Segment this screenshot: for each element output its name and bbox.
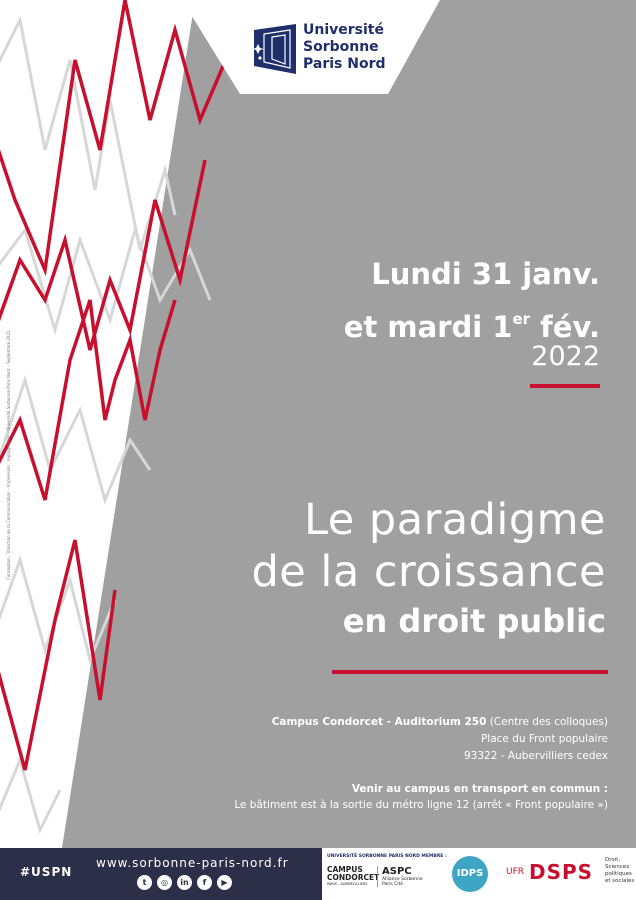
aspc-line-2: Paris Cité [382, 882, 404, 887]
aspc-line-1: Alliance Sorbonne [382, 877, 423, 882]
university-name-line3: Paris Nord [303, 56, 386, 72]
dsps-desc-4: et sociales [605, 878, 635, 884]
linkedin-icon[interactable]: in [177, 875, 192, 890]
members-label: UNIVERSITÉ SORBONNE PARIS NORD MEMBRE : [327, 854, 447, 859]
event-year: 2022 [531, 341, 600, 372]
venue-address-1: Place du Front populaire [480, 733, 608, 745]
instagram-icon[interactable]: ◎ [157, 875, 172, 890]
dsps-desc-2: Sciences [605, 864, 630, 870]
date-line-2-pre: et mardi 1 [343, 310, 513, 344]
venue-name-detail: (Centre des colloques) [486, 716, 608, 728]
title-line-2: de la croissance [251, 547, 606, 597]
venue-address-2: 93322 - Aubervilliers cedex [463, 750, 608, 762]
idps-logo: IDPS [452, 856, 488, 892]
dsps-desc-1: Droit, [605, 857, 621, 863]
aspc-mark: ASPC [382, 866, 412, 877]
venue-name-line [272, 714, 608, 731]
university-name-line2: Sorbonne [303, 39, 379, 55]
date-line-1: Lundi 31 janv. [371, 257, 600, 291]
transport-heading: Venir au campus en transport en commun : [351, 783, 608, 795]
credit-line: Conception : Direction de la Communication – Impression : reprographie – Université Sorbonne Paris Nord – Septembre 2021 [6, 330, 11, 580]
transport-info [234, 781, 608, 813]
title-line-1: Le paradigme [304, 495, 606, 545]
campus-condorcet-logo [327, 865, 380, 887]
university-name [303, 22, 386, 73]
university-logo [250, 18, 390, 84]
youtube-icon[interactable]: ▶ [217, 875, 232, 890]
aspc-logo [377, 866, 436, 887]
transport-text: Le bâtiment est à la sortie du métro ligne 12 (arrêt « Front populaire ») [234, 799, 608, 811]
website-link[interactable]: www.sorbonne-paris-nord.fr [96, 856, 289, 870]
footer-dark-band [0, 848, 322, 900]
event-date [344, 252, 600, 350]
date-line-2-post: fév. [530, 310, 600, 344]
date-ordinal: er [512, 310, 531, 328]
year-underline [530, 384, 600, 388]
twitter-icon[interactable]: t [137, 875, 152, 890]
campus-line-2: CONDORCET [327, 873, 380, 882]
facebook-icon[interactable]: f [197, 875, 212, 890]
event-title [251, 494, 606, 644]
footer [0, 848, 636, 900]
campus-sub: PARIS - AUBERVILLIERS [327, 882, 368, 886]
venue-name: Campus Condorcet - Auditorium 250 [271, 716, 487, 728]
hashtag: #USPN [20, 865, 73, 879]
dsps-description [605, 857, 634, 885]
social-icons [137, 875, 232, 890]
dsps-desc-3: politiques [605, 871, 632, 877]
university-name-line1: Université [303, 22, 384, 38]
campus-line-1: CAMPUS [327, 865, 363, 874]
university-emblem-icon [250, 24, 300, 74]
venue-info [272, 714, 608, 765]
dsps-logo: DSPS [529, 860, 594, 884]
title-underline [332, 670, 608, 674]
ufr-label: UFR [506, 867, 525, 877]
title-line-3: en droit public [342, 602, 606, 640]
